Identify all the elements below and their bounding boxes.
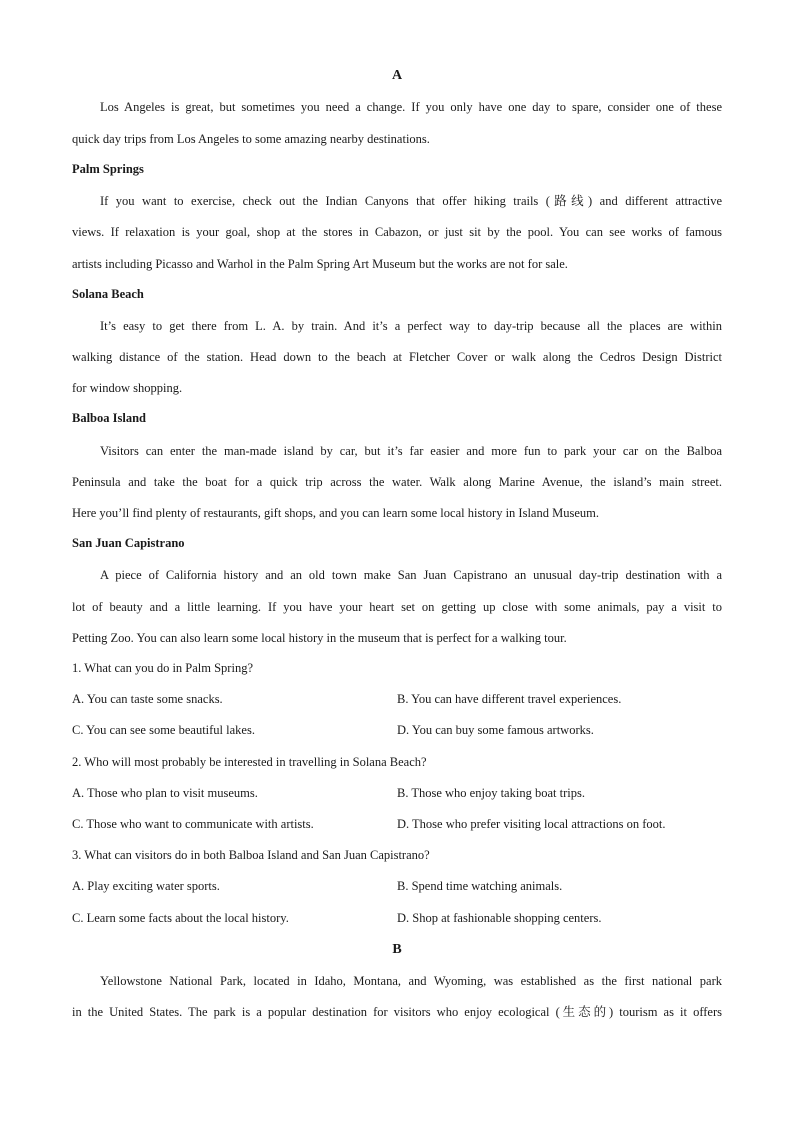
question-2-option-c: C. Those who want to communicate with artists.: [72, 817, 314, 831]
question-1-option-b: B. You can have different travel experiences.: [397, 692, 622, 706]
passage-a-intro-line: Los Angeles is great, but sometimes you need a change. If you only have one day to spare, consider one of these: [100, 100, 722, 114]
question-3-option-d: D. Shop at fashionable shopping centers.: [397, 911, 602, 925]
question-1-option-a: A. You can taste some snacks.: [72, 692, 223, 706]
section-heading-san-juan-capistrano: San Juan Capistrano: [72, 536, 185, 550]
paragraph-line: Here you’ll find plenty of restaurants, gift shops, and you can learn some local history in Island Museum.: [72, 506, 599, 520]
paragraph-line: lot of beauty and a little learning. If you have your heart set on getting up close with some animals, pay a visit to: [72, 600, 722, 614]
paragraph-line: Visitors can enter the man-made island by car, but it’s far easier and more fun to park your car on the Balboa: [100, 444, 722, 458]
question-1-option-c: C. You can see some beautiful lakes.: [72, 723, 255, 737]
question-1-option-d: D. You can buy some famous artworks.: [397, 723, 594, 737]
section-heading-palm-springs: Palm Springs: [72, 162, 144, 176]
question-2: 2. Who will most probably be interested in travelling in Solana Beach?: [72, 755, 427, 769]
question-3-option-b: B. Spend time watching animals.: [397, 879, 563, 893]
paragraph-line: It’s easy to get there from L. A. by train. And it’s a perfect way to day-trip because all the places are within: [100, 319, 722, 333]
question-2-option-b: B. Those who enjoy taking boat trips.: [397, 786, 585, 800]
paragraph-line: in the United States. The park is a popular destination for visitors who enjoy ecological (生态的) tourism as it offers: [72, 1005, 722, 1019]
passage-b-label: B: [392, 942, 402, 957]
paragraph-line: walking distance of the station. Head down to the beach at Fletcher Cover or walk along the Cedros Design District: [72, 350, 722, 364]
passage-a-label: A: [391, 68, 403, 83]
passage-a-intro-line: quick day trips from Los Angeles to some amazing nearby destinations.: [72, 132, 430, 146]
question-1: 1. What can you do in Palm Spring?: [72, 661, 253, 675]
question-2-option-a: A. Those who plan to visit museums.: [72, 786, 258, 800]
paragraph-line: Yellowstone National Park, located in Idaho, Montana, and Wyoming, was established as the first national park: [100, 974, 722, 988]
paragraph-line: views. If relaxation is your goal, shop at the stores in Cabazon, or just sit by the pool. You can see works of famous: [72, 225, 722, 239]
paragraph-line: A piece of California history and an old town make San Juan Capistrano an unusual day-trip destination with a: [100, 568, 722, 582]
paragraph-line: Peninsula and take the boat for a quick trip across the water. Walk along Marine Avenue, the island’s main street.: [72, 475, 722, 489]
question-2-option-d: D. Those who prefer visiting local attractions on foot.: [397, 817, 666, 831]
section-heading-solana-beach: Solana Beach: [72, 287, 144, 301]
paragraph-line: If you want to exercise, check out the Indian Canyons that offer hiking trails (路线) and different attractive: [100, 194, 722, 208]
paragraph-line: for window shopping.: [72, 381, 183, 395]
paragraph-line: Petting Zoo. You can also learn some local history in the museum that is perfect for a walking tour.: [72, 631, 567, 645]
question-3: 3. What can visitors do in both Balboa Island and San Juan Capistrano?: [72, 848, 430, 862]
section-heading-balboa-island: Balboa Island: [72, 411, 146, 425]
paragraph-line: artists including Picasso and Warhol in the Palm Spring Art Museum but the works are not for sale.: [72, 257, 568, 271]
question-3-option-a: A. Play exciting water sports.: [72, 879, 220, 893]
question-3-option-c: C. Learn some facts about the local history.: [72, 911, 289, 925]
